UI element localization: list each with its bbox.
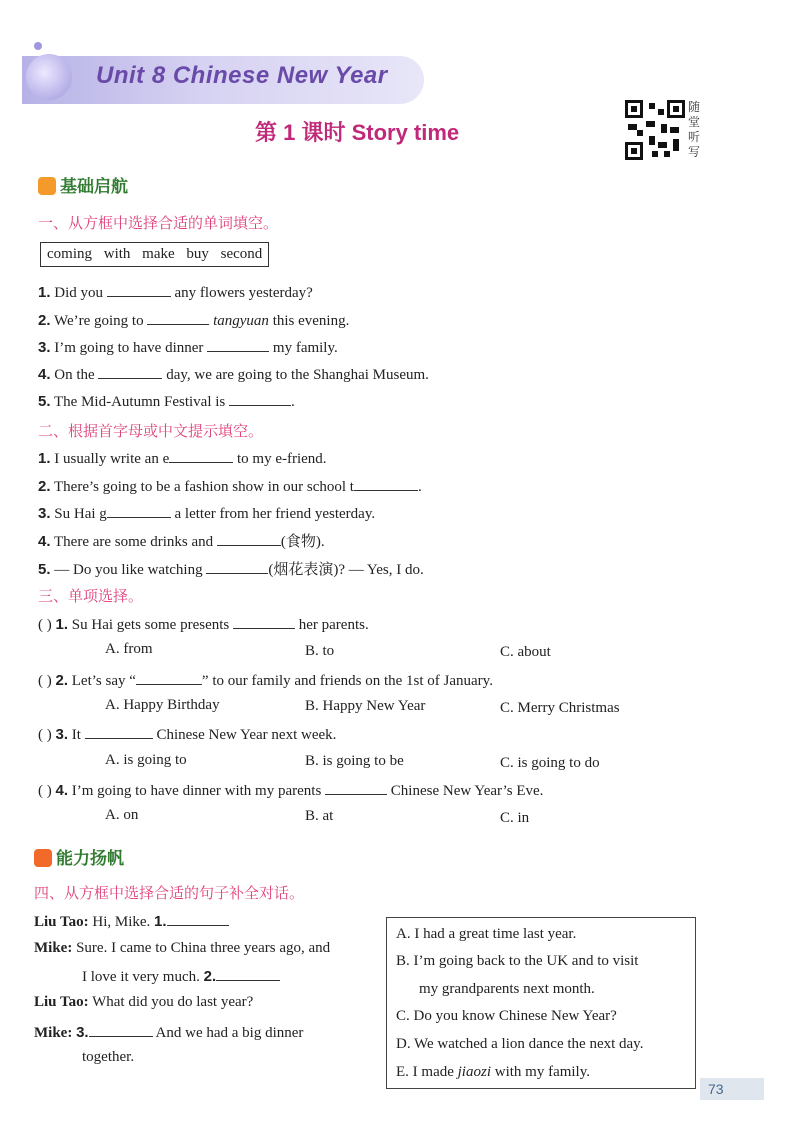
p1-q3: 3. I’m going to have dinner my family.: [38, 339, 338, 356]
answer-blank[interactable]: [98, 364, 162, 379]
answer-blank[interactable]: [85, 724, 153, 739]
dialog-line-2b: I love it very much. 2.: [82, 966, 280, 986]
option-c: C. Do you know Chinese New Year?: [396, 1008, 617, 1024]
answer-blank[interactable]: [325, 780, 387, 795]
page-number: 73: [700, 1078, 764, 1100]
answer-blank[interactable]: [107, 503, 171, 518]
answer-blank[interactable]: [217, 531, 281, 546]
p3-q2-option-b[interactable]: B. Happy New Year: [305, 698, 426, 714]
answer-paren[interactable]: ( ): [38, 617, 52, 633]
qr-code-icon: [625, 100, 685, 160]
p3-q2: ( ) 2. Let’s say “ ” to our family and friends on the 1st of January.: [38, 672, 493, 689]
p3-q3-option-a[interactable]: A. is going to: [105, 752, 187, 768]
answer-blank[interactable]: [147, 310, 209, 325]
answer-blank[interactable]: [167, 911, 229, 926]
p3-q1: ( ) 1. Su Hai gets some presents her parents.: [38, 616, 369, 633]
answer-blank[interactable]: [89, 1022, 153, 1037]
dialog-line-4b: together.: [82, 1049, 135, 1065]
p3-q4-option-b[interactable]: B. at: [305, 808, 334, 824]
p1-q1: 1. Did you any flowers yesterday?: [38, 284, 313, 301]
p2-q4: 4. There are some drinks and (食物).: [38, 533, 325, 550]
p3-q4: ( ) 4. I’m going to have dinner with my parents Chinese New Year’s Eve.: [38, 782, 544, 799]
unit-title: Unit 8 Chinese New Year: [96, 62, 388, 89]
p1-q2: 2. We’re going to tangyuan this evening.: [38, 312, 350, 329]
answer-blank[interactable]: [229, 391, 291, 406]
answer-blank[interactable]: [216, 966, 280, 981]
option-e: E. I made jiaozi with my family.: [396, 1064, 591, 1080]
sailboat-icon: [34, 849, 52, 867]
answer-blank[interactable]: [206, 559, 268, 574]
answer-blank[interactable]: [354, 476, 418, 491]
p2-q2: 2. There’s going to be a fashion show in our school t .: [38, 478, 422, 495]
p3-q4-option-c[interactable]: C. in: [500, 810, 530, 826]
answer-blank[interactable]: [136, 670, 202, 685]
section-heading-ability: 能力扬帆: [34, 844, 124, 869]
part2-instruction: 二、根据首字母或中文提示填空。: [38, 423, 264, 440]
p1-q4: 4. On the day, we are going to the Shanghai Museum.: [38, 366, 429, 383]
p2-q3: 3. Su Hai g a letter from her friend yesterday.: [38, 505, 376, 522]
p1-q5: 5. The Mid-Autumn Festival is .: [38, 393, 295, 410]
anchor-icon: [38, 177, 56, 195]
answer-blank[interactable]: [169, 448, 233, 463]
option-b: B. I’m going back to the UK and to visit: [396, 953, 639, 969]
section-heading-basics: 基础启航: [38, 172, 128, 197]
mascot-antenna: [34, 42, 42, 50]
dialog-line-1: Liu Tao: Hi, Mike. 1.: [34, 911, 229, 931]
answer-paren[interactable]: ( ): [38, 673, 52, 689]
answer-paren[interactable]: ( ): [38, 783, 52, 799]
p3-q1-option-a[interactable]: A. from: [105, 641, 153, 657]
p3-q2-option-c[interactable]: C. Merry Christmas: [500, 700, 620, 716]
p3-q1-option-c[interactable]: C. about: [500, 644, 551, 660]
dialog-line-3: Liu Tao: What did you do last year?: [34, 994, 254, 1010]
p3-q3: ( ) 3. It Chinese New Year next week.: [38, 726, 337, 743]
dialog-line-2: Mike: Sure. I came to China three years ago, and: [34, 940, 331, 956]
option-d: D. We watched a lion dance the next day.: [396, 1036, 644, 1052]
mascot-icon: [26, 54, 72, 100]
answer-blank[interactable]: [207, 337, 269, 352]
part3-instruction: 三、单项选择。: [38, 588, 144, 605]
answer-blank[interactable]: [107, 282, 171, 297]
p3-q3-option-c[interactable]: C. is going to do: [500, 755, 600, 771]
answer-paren[interactable]: ( ): [38, 727, 52, 743]
p3-q3-option-b[interactable]: B. is going to be: [305, 753, 404, 769]
word-box: coming with make buy second: [40, 242, 269, 267]
option-a: A. I had a great time last year.: [396, 926, 577, 942]
p3-q1-option-b[interactable]: B. to: [305, 643, 335, 659]
lesson-title: 第 1 课时 Story time: [255, 120, 460, 145]
part4-instruction: 四、从方框中选择合适的句子补全对话。: [34, 885, 305, 902]
p3-q2-option-a[interactable]: A. Happy Birthday: [105, 697, 220, 713]
answer-blank[interactable]: [233, 614, 295, 629]
qr-label: 随堂听写: [688, 100, 701, 159]
option-b-cont: my grandparents next month.: [419, 981, 595, 997]
p2-q1: 1. I usually write an e to my e-friend.: [38, 450, 327, 467]
dialog-line-4: Mike: 3. And we had a big dinner: [34, 1024, 304, 1041]
part1-instruction: 一、从方框中选择合适的单词填空。: [38, 215, 279, 232]
p2-q5: 5. — Do you like watching (烟花表演)? — Yes, I do.: [38, 561, 424, 578]
p3-q4-option-a[interactable]: A. on: [105, 807, 139, 823]
